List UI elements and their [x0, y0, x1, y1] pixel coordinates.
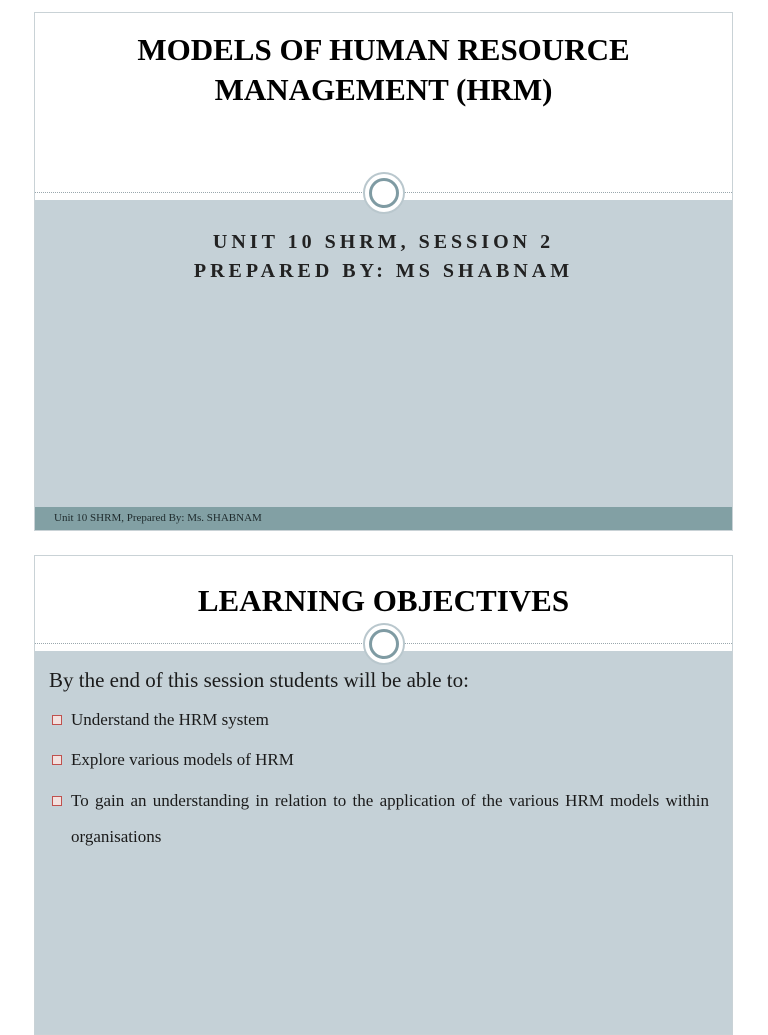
square-bullet-icon [52, 755, 62, 765]
list-item [49, 783, 709, 855]
subtitle-line-2: PREPARED BY: MS SHABNAM [193, 260, 574, 282]
slide-objectives [34, 555, 733, 1035]
slide-title-heading: LEARNING OBJECTIVES [197, 583, 570, 618]
list-item [49, 702, 709, 738]
list-item [49, 742, 709, 778]
circle-ring-icon [363, 172, 405, 214]
list-item-text: Explore various models of HRM [71, 750, 294, 769]
list-item-text: Understand the HRM system [71, 710, 269, 729]
title-line-1: MODELS OF HUMAN RESOURCE [137, 32, 630, 67]
circle-ring-icon [363, 623, 405, 665]
title-line-2: MANAGEMENT (HRM) [214, 72, 553, 107]
intro-text: By the end of this session students will be able to: [49, 668, 469, 692]
slide-title [34, 12, 733, 531]
footer-text: Unit 10 SHRM, Prepared By: Ms. SHABNAM [54, 512, 262, 524]
square-bullet-icon [52, 796, 62, 806]
subtitle-line-1: UNIT 10 SHRM, SESSION 2 [212, 231, 555, 253]
square-bullet-icon [52, 715, 62, 725]
list-item-text: To gain an understanding in relation to the application of the various HRM models within organisations [71, 791, 709, 846]
title-area [35, 13, 732, 193]
footer-bar [35, 507, 732, 531]
slide-title-heading [35, 13, 732, 110]
